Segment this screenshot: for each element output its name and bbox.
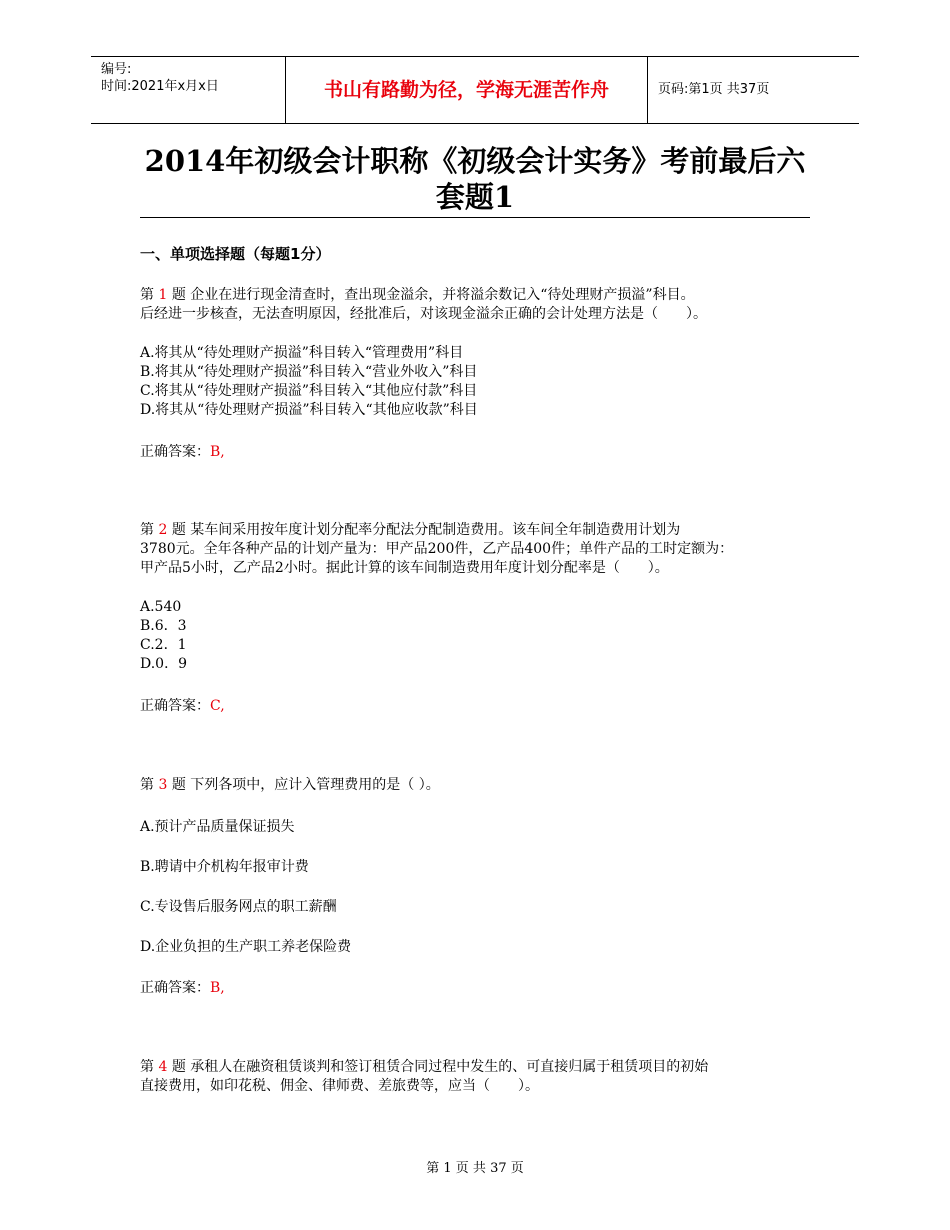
answer-value: C,	[210, 698, 225, 714]
document-header	[91, 56, 859, 124]
header-motto: 书山有路勤为径，学海无涯苦作舟	[286, 57, 648, 123]
option-c: C.专设售后服务网点的职工薪酬	[140, 899, 337, 915]
footer-page-number: 1	[443, 1161, 452, 1176]
question-3-stem	[140, 776, 815, 795]
header-meta	[91, 57, 286, 123]
question-stem-line: 后经进一步核查，无法查明原因，经批准后，对该现金溢余正确的会计处理方法是（ ）。	[140, 306, 707, 322]
question-prefix: 第	[140, 1059, 159, 1075]
footer-total-pages: 37	[490, 1161, 507, 1176]
option-d: D.0．9	[140, 656, 187, 672]
document-title: 2014年初级会计职称《初级会计实务》考前最后六套题1	[140, 143, 810, 218]
answer-label: 正确答案：	[140, 698, 210, 714]
question-4-stem	[140, 1058, 815, 1096]
question-prefix: 第	[140, 522, 159, 538]
header-page-info: 页码:第1页 共37页	[658, 82, 770, 97]
question-2-stem	[140, 521, 815, 578]
option-a: A.预计产品质量保证损失	[140, 819, 295, 835]
question-stem-line: 3780元。全年各种产品的计划产量为：甲产品200件，乙产品400件；单件产品的工时定额为：	[140, 541, 734, 557]
footer-prefix: 第	[426, 1161, 444, 1176]
question-suffix: 题	[167, 777, 191, 793]
question-stem-line: 某车间采用按年度计划分配率分配法分配制造费用。该车间全年制造费用计划为	[190, 522, 681, 538]
option-a: A.将其从“待处理财产损溢”科目转入“管理费用”科目	[140, 345, 464, 361]
question-suffix: 题	[167, 287, 191, 303]
option-b: B.聘请中介机构年报审计费	[140, 859, 309, 875]
question-2-answer	[140, 695, 225, 715]
answer-label: 正确答案：	[140, 444, 210, 460]
answer-value: B,	[210, 444, 225, 460]
page-footer	[0, 1157, 950, 1176]
answer-label: 正确答案：	[140, 980, 210, 996]
question-number: 1	[158, 287, 168, 303]
time-label: 时间:2021年x月x日	[101, 79, 219, 94]
question-suffix: 题	[167, 522, 191, 538]
question-number: 3	[158, 777, 168, 793]
question-prefix: 第	[140, 777, 159, 793]
question-3-answer	[140, 977, 225, 997]
option-c: C.2．1	[140, 637, 187, 653]
question-stem-line: 承租人在融资租赁谈判和签订租赁合同过程中发生的、可直接归属于租赁项目的初始	[190, 1059, 709, 1075]
option-b: B.将其从“待处理财产损溢”科目转入“营业外收入”科目	[140, 364, 478, 380]
question-number: 4	[158, 1059, 168, 1075]
question-2-options	[140, 598, 815, 674]
question-stem-line: 企业在进行现金清查时，查出现金溢余，并将溢余数记入“待处理财产损溢”科目。	[190, 287, 695, 303]
question-suffix: 题	[167, 1059, 191, 1075]
option-d: D.将其从“待处理财产损溢”科目转入“其他应收款”科目	[140, 402, 478, 418]
question-prefix: 第	[140, 287, 159, 303]
section-title: 一、单项选择题（每题1分）	[140, 245, 331, 263]
question-stem-line: 下列各项中，应计入管理费用的是（ ）。	[190, 777, 440, 793]
question-stem-line: 直接费用，如印花税、佣金、律师费、差旅费等，应当（ ）。	[140, 1078, 539, 1094]
number-label: 编号:	[101, 62, 132, 77]
option-b: B.6．3	[140, 618, 187, 634]
answer-value: B,	[210, 980, 225, 996]
question-stem-line: 甲产品5小时，乙产品2小时。据此计算的该车间制造费用年度计划分配率是（ ）。	[140, 560, 669, 576]
question-number: 2	[158, 522, 168, 538]
option-a: A.540	[140, 599, 182, 615]
footer-mid: 页 共	[451, 1161, 491, 1176]
option-c: C.将其从“待处理财产损溢”科目转入“其他应付款”科目	[140, 383, 478, 399]
option-d: D.企业负担的生产职工养老保险费	[140, 939, 352, 955]
question-1-stem	[140, 286, 815, 324]
question-1-options	[140, 344, 815, 420]
question-1-answer	[140, 441, 225, 461]
footer-suffix: 页	[506, 1161, 524, 1176]
